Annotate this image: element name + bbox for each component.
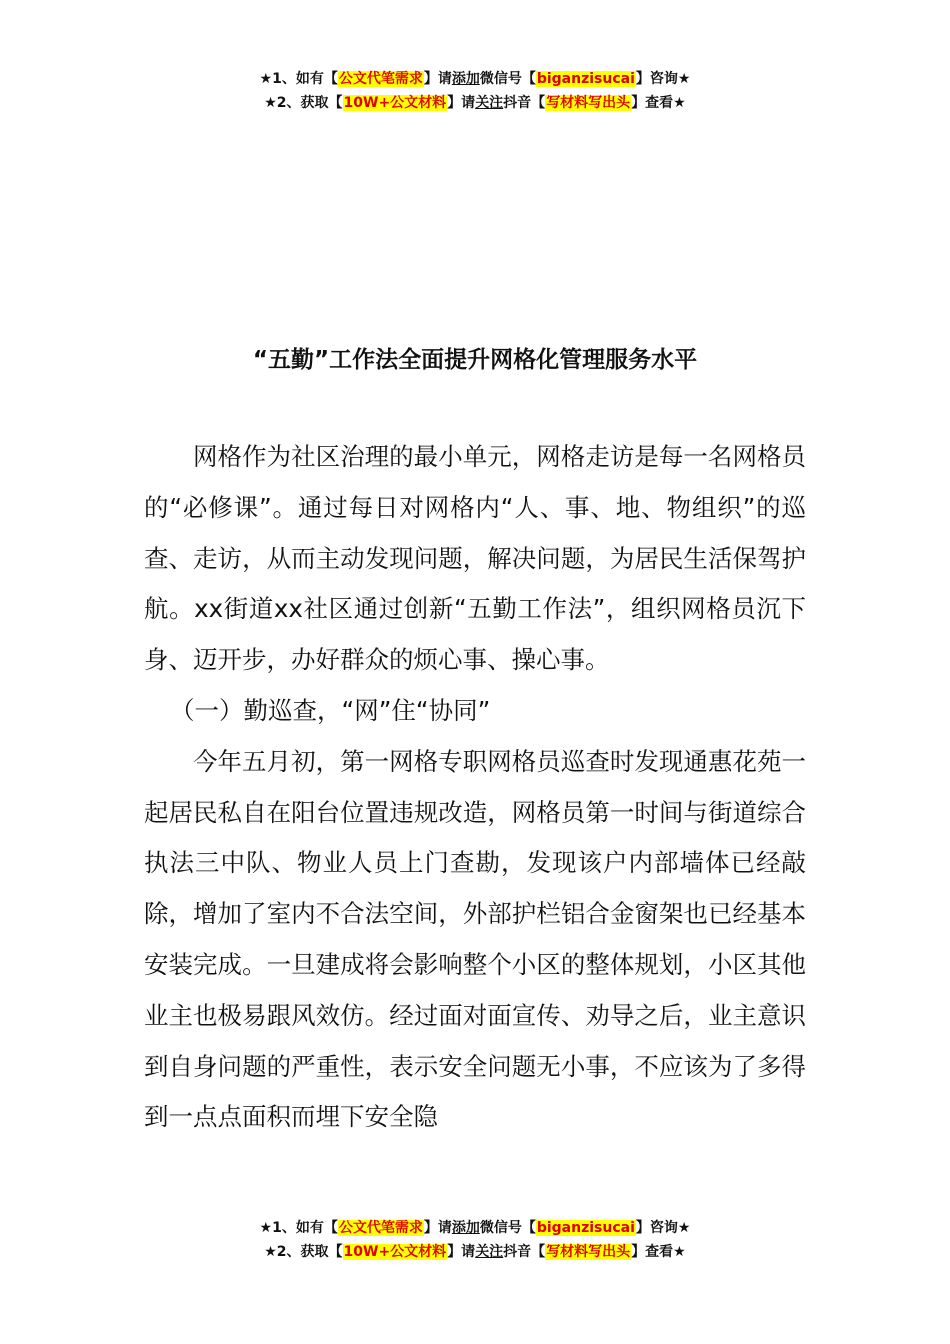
promo-highlight: 10W+公文材料 bbox=[343, 1244, 447, 1260]
promo-line-2 bbox=[0, 91, 950, 115]
promo-text: 】请 bbox=[423, 71, 452, 87]
promo-line-2 bbox=[0, 1240, 950, 1264]
promo-banner-bottom bbox=[0, 1216, 950, 1264]
promo-text: 抖音【 bbox=[503, 95, 546, 111]
promo-text: 】咨询★ bbox=[635, 71, 691, 87]
promo-text: 】查看★ bbox=[631, 1244, 686, 1260]
document-title: “五勤”工作法全面提升网格化管理服务水平 bbox=[252, 347, 698, 373]
promo-underlined: 添加 bbox=[451, 71, 480, 87]
promo-highlight: 写材料写出头 bbox=[546, 95, 631, 111]
promo-underlined: 关注 bbox=[475, 1244, 504, 1260]
section-heading: （一）勤巡查，“网”住“协同” bbox=[170, 695, 491, 725]
promo-highlight: 10W+公文材料 bbox=[343, 95, 447, 111]
promo-text: 】咨询★ bbox=[635, 1220, 691, 1236]
promo-underlined: 关注 bbox=[475, 95, 504, 111]
promo-text: 抖音【 bbox=[503, 1244, 546, 1260]
promo-text: 微信号【 bbox=[479, 71, 536, 87]
promo-highlight: biganzisucai bbox=[536, 1220, 635, 1236]
promo-text: 】请 bbox=[447, 1244, 476, 1260]
promo-text: 】请 bbox=[447, 95, 476, 111]
promo-text: 微信号【 bbox=[479, 1220, 536, 1236]
promo-highlight: 公文代笔需求 bbox=[338, 1220, 423, 1236]
document-body bbox=[144, 432, 806, 1143]
promo-line-1 bbox=[0, 67, 950, 91]
promo-underlined: 添加 bbox=[451, 1220, 480, 1236]
body-paragraph: 网格作为社区治理的最小单元，网格走访是每一名网格员的“必修课”。通过每日对网格内“人、事、地、物组织”的巡查、走访，从而主动发现问题，解决问题，为居民生活保驾护航。xx街道xx社区通过创新“五勤工作法”，组织网格员沉下身、迈开步，办好群众的烦心事、操心事。 bbox=[144, 442, 806, 675]
promo-highlight: 公文代笔需求 bbox=[338, 71, 423, 87]
body-paragraph: 今年五月初，第一网格专职网格员巡查时发现通惠花苑一起居民私自在阳台位置违规改造，网格员第一时间与街道综合执法三中队、物业人员上门查勘，发现该户内部墙体已经敲除，增加了室内不合法空间，外部护栏铝合金窗架也已经基本安装完成。一旦建成将会影响整个小区的整体规划，小区其他业主也极易跟风效仿。经过面对面宣传、劝导之后，业主意识到自身问题的严重性，表示安全问题无小事，不应该为了多得到一点点面积而埋下安全隐 bbox=[144, 746, 806, 1132]
promo-line-1 bbox=[0, 1216, 950, 1240]
promo-text: ★2、获取【 bbox=[264, 1244, 343, 1260]
promo-text: 】查看★ bbox=[631, 95, 686, 111]
promo-highlight: biganzisucai bbox=[536, 71, 635, 87]
promo-banner-top bbox=[0, 67, 950, 115]
promo-text: ★1、如有【 bbox=[259, 71, 338, 87]
promo-highlight: 写材料写出头 bbox=[546, 1244, 631, 1260]
promo-text: ★2、获取【 bbox=[264, 95, 343, 111]
promo-text: 】请 bbox=[423, 1220, 452, 1236]
promo-text: ★1、如有【 bbox=[259, 1220, 338, 1236]
